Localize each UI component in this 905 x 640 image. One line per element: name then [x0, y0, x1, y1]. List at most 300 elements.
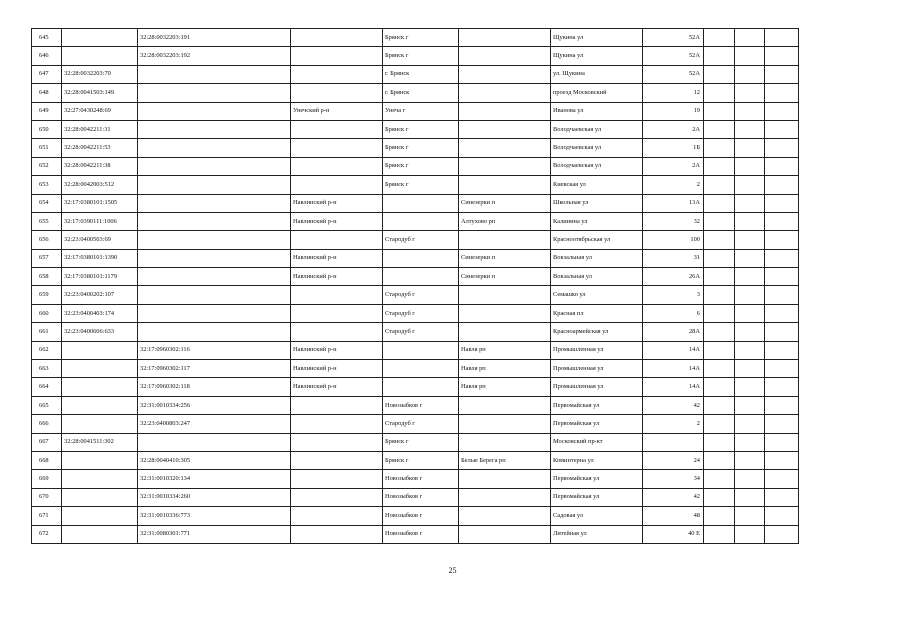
house-number-cell: 26А	[643, 268, 704, 286]
house-number-cell: 28А	[643, 323, 704, 341]
house-number-cell: 48	[643, 507, 704, 525]
cadastral-number-primary: 32:28:0042211:38	[62, 157, 138, 175]
extra-cell	[765, 488, 799, 506]
extra-cell	[704, 304, 735, 322]
extra-cell	[765, 102, 799, 120]
cadastral-number-primary	[62, 451, 138, 469]
street-cell: Красная пл	[551, 304, 643, 322]
cadastral-number-primary	[62, 488, 138, 506]
extra-cell	[704, 396, 735, 414]
cadastral-number-primary: 32:17:0380101:1505	[62, 194, 138, 212]
district-cell	[291, 176, 383, 194]
house-number-cell: 31	[643, 249, 704, 267]
cadastral-number-primary	[62, 378, 138, 396]
city-cell	[383, 212, 459, 230]
city-cell: Новозыбков г	[383, 396, 459, 414]
house-number-cell: 32	[643, 212, 704, 230]
city-cell: Стародуб г	[383, 415, 459, 433]
house-number-cell: 42	[643, 396, 704, 414]
extra-cell	[735, 507, 765, 525]
extra-cell	[735, 65, 765, 83]
district-cell	[291, 525, 383, 543]
house-number-cell: 2А	[643, 157, 704, 175]
extra-cell	[704, 470, 735, 488]
table-row	[32, 139, 799, 157]
row-number: 662	[32, 341, 62, 359]
extra-cell	[704, 47, 735, 65]
locality-cell: Навля рп	[459, 360, 551, 378]
extra-cell	[735, 231, 765, 249]
extra-cell	[765, 157, 799, 175]
extra-cell	[704, 433, 735, 451]
city-cell: Брянск г	[383, 433, 459, 451]
extra-cell	[765, 249, 799, 267]
street-cell: Володчаевская ул	[551, 139, 643, 157]
extra-cell	[704, 249, 735, 267]
street-cell: Литейная ул	[551, 525, 643, 543]
district-cell	[291, 323, 383, 341]
table-row	[32, 194, 799, 212]
extra-cell	[765, 268, 799, 286]
row-number: 664	[32, 378, 62, 396]
city-cell	[383, 249, 459, 267]
cadastral-number-primary: 32:17:0380101:1179	[62, 268, 138, 286]
locality-cell	[459, 488, 551, 506]
street-cell: Вокзальная ул	[551, 249, 643, 267]
house-number-cell: 52А	[643, 47, 704, 65]
table-row	[32, 341, 799, 359]
extra-cell	[735, 157, 765, 175]
extra-cell	[765, 29, 799, 47]
district-cell	[291, 29, 383, 47]
cadastral-number-primary	[62, 415, 138, 433]
street-cell: Садовая ул	[551, 507, 643, 525]
extra-cell	[704, 507, 735, 525]
house-number-cell: 14А	[643, 378, 704, 396]
house-number-cell: 13А	[643, 194, 704, 212]
house-number-cell: 40 Е	[643, 525, 704, 543]
house-number-cell	[643, 433, 704, 451]
cadastral-number-secondary	[138, 102, 291, 120]
row-number: 658	[32, 268, 62, 286]
extra-cell	[765, 194, 799, 212]
extra-cell	[735, 102, 765, 120]
extra-cell	[704, 84, 735, 102]
locality-cell	[459, 102, 551, 120]
cadastral-number-primary: 32:28:0042211:31	[62, 120, 138, 138]
table-row	[32, 378, 799, 396]
extra-cell	[735, 433, 765, 451]
city-cell: г. Брянск	[383, 84, 459, 102]
city-cell	[383, 268, 459, 286]
district-cell	[291, 396, 383, 414]
locality-cell	[459, 157, 551, 175]
district-cell	[291, 451, 383, 469]
cadastral-number-secondary: 32:31:0010334:256	[138, 396, 291, 414]
extra-cell	[765, 433, 799, 451]
table-row	[32, 268, 799, 286]
street-cell: Промышленная ул	[551, 360, 643, 378]
extra-cell	[765, 304, 799, 322]
cadastral-number-secondary: 32:17:0960302:117	[138, 360, 291, 378]
extra-cell	[735, 360, 765, 378]
table-row	[32, 102, 799, 120]
extra-cell	[735, 139, 765, 157]
street-cell: Московский пр-кт	[551, 433, 643, 451]
district-cell: Навлинский р-н	[291, 249, 383, 267]
house-number-cell: 3	[643, 286, 704, 304]
extra-cell	[704, 102, 735, 120]
extra-cell	[765, 65, 799, 83]
house-number-cell: 1Б	[643, 139, 704, 157]
district-cell	[291, 286, 383, 304]
table-row	[32, 415, 799, 433]
row-number: 655	[32, 212, 62, 230]
extra-cell	[704, 378, 735, 396]
table-row	[32, 176, 799, 194]
city-cell: Унеча г	[383, 102, 459, 120]
extra-cell	[704, 268, 735, 286]
table-row	[32, 231, 799, 249]
city-cell: Брянск г	[383, 47, 459, 65]
table-row	[32, 249, 799, 267]
row-number: 659	[32, 286, 62, 304]
row-number: 648	[32, 84, 62, 102]
row-number: 646	[32, 47, 62, 65]
row-number: 663	[32, 360, 62, 378]
cadastral-number-primary	[62, 470, 138, 488]
locality-cell: Навля рп	[459, 341, 551, 359]
extra-cell	[765, 323, 799, 341]
street-cell: Коминтерна ул	[551, 451, 643, 469]
cadastral-number-secondary	[138, 433, 291, 451]
district-cell	[291, 47, 383, 65]
district-cell: Навлинский р-н	[291, 268, 383, 286]
table-row	[32, 323, 799, 341]
street-cell: Володчаевская ул	[551, 120, 643, 138]
cadastral-number-secondary: 32:23:0400803:247	[138, 415, 291, 433]
table-row	[32, 488, 799, 506]
locality-cell	[459, 286, 551, 304]
house-number-cell: 52А	[643, 29, 704, 47]
locality-cell: Алтухово рп	[459, 212, 551, 230]
cadastral-number-primary: 32:27:0430248:69	[62, 102, 138, 120]
extra-cell	[735, 84, 765, 102]
cadastral-number-secondary: 32:28:0032203:191	[138, 29, 291, 47]
extra-cell	[765, 525, 799, 543]
extra-cell	[765, 415, 799, 433]
table-row	[32, 286, 799, 304]
table-row	[32, 525, 799, 543]
district-cell	[291, 507, 383, 525]
extra-cell	[704, 360, 735, 378]
extra-cell	[765, 378, 799, 396]
page-number: 25	[448, 566, 457, 575]
city-cell: Новозыбков г	[383, 470, 459, 488]
district-cell	[291, 433, 383, 451]
table-row	[32, 157, 799, 175]
city-cell: г. Брянск	[383, 65, 459, 83]
cadastral-number-secondary	[138, 120, 291, 138]
extra-cell	[704, 120, 735, 138]
extra-cell	[765, 451, 799, 469]
cadastral-number-primary: 32:17:0390111:1006	[62, 212, 138, 230]
cadastral-number-secondary	[138, 323, 291, 341]
district-cell	[291, 120, 383, 138]
street-cell: Первомайская ул	[551, 470, 643, 488]
locality-cell	[459, 433, 551, 451]
street-cell: Школьная ул	[551, 194, 643, 212]
table-row	[32, 507, 799, 525]
city-cell: Брянск г	[383, 139, 459, 157]
cadastral-number-secondary	[138, 194, 291, 212]
row-number: 645	[32, 29, 62, 47]
table-row	[32, 451, 799, 469]
district-cell	[291, 415, 383, 433]
row-number: 649	[32, 102, 62, 120]
locality-cell	[459, 507, 551, 525]
street-cell: Вокзальная ул	[551, 268, 643, 286]
city-cell: Стародуб г	[383, 286, 459, 304]
district-cell	[291, 231, 383, 249]
locality-cell	[459, 29, 551, 47]
extra-cell	[704, 231, 735, 249]
cadastral-number-secondary	[138, 212, 291, 230]
extra-cell	[765, 341, 799, 359]
street-cell: Промышленная ул	[551, 378, 643, 396]
district-cell	[291, 304, 383, 322]
cadastral-number-secondary	[138, 139, 291, 157]
locality-cell	[459, 65, 551, 83]
cadastral-number-secondary: 32:28:0040410:305	[138, 451, 291, 469]
house-number-cell: 14А	[643, 360, 704, 378]
row-number: 667	[32, 433, 62, 451]
street-cell: Володчаевская ул	[551, 157, 643, 175]
registry-body	[32, 29, 799, 544]
extra-cell	[735, 341, 765, 359]
locality-cell	[459, 139, 551, 157]
locality-cell	[459, 47, 551, 65]
locality-cell	[459, 304, 551, 322]
extra-cell	[704, 65, 735, 83]
cadastral-number-primary: 32:23:0400202:107	[62, 286, 138, 304]
cadastral-number-secondary	[138, 157, 291, 175]
cadastral-number-primary	[62, 360, 138, 378]
street-cell: Семашко ул	[551, 286, 643, 304]
city-cell: Брянск г	[383, 451, 459, 469]
house-number-cell: 6	[643, 304, 704, 322]
extra-cell	[704, 323, 735, 341]
table-row	[32, 304, 799, 322]
extra-cell	[735, 249, 765, 267]
table-row	[32, 47, 799, 65]
row-number: 672	[32, 525, 62, 543]
extra-cell	[735, 120, 765, 138]
extra-cell	[704, 29, 735, 47]
cadastral-number-secondary: 32:28:0032203:192	[138, 47, 291, 65]
house-number-cell: 34	[643, 470, 704, 488]
street-cell: Щукина ул	[551, 29, 643, 47]
extra-cell	[735, 176, 765, 194]
extra-cell	[704, 139, 735, 157]
extra-cell	[735, 304, 765, 322]
district-cell	[291, 157, 383, 175]
cadastral-number-secondary	[138, 65, 291, 83]
extra-cell	[735, 396, 765, 414]
extra-cell	[735, 451, 765, 469]
city-cell	[383, 341, 459, 359]
table-row	[32, 360, 799, 378]
extra-cell	[765, 176, 799, 194]
street-cell: Промышленная ул	[551, 341, 643, 359]
city-cell: Стародуб г	[383, 304, 459, 322]
house-number-cell: 2	[643, 176, 704, 194]
extra-cell	[735, 268, 765, 286]
extra-cell	[765, 470, 799, 488]
table-row	[32, 120, 799, 138]
cadastral-number-secondary	[138, 304, 291, 322]
row-number: 661	[32, 323, 62, 341]
street-cell: Красноотябрьская ул	[551, 231, 643, 249]
locality-cell	[459, 231, 551, 249]
cadastral-number-primary	[62, 341, 138, 359]
row-number: 654	[32, 194, 62, 212]
extra-cell	[765, 84, 799, 102]
extra-cell	[704, 212, 735, 230]
cadastral-number-primary: 32:28:0042211:53	[62, 139, 138, 157]
locality-cell	[459, 323, 551, 341]
district-cell: Навлинский р-н	[291, 212, 383, 230]
extra-cell	[735, 286, 765, 304]
city-cell: Стародуб г	[383, 231, 459, 249]
extra-cell	[704, 415, 735, 433]
row-number: 650	[32, 120, 62, 138]
district-cell: Навлинский р-н	[291, 378, 383, 396]
row-number: 660	[32, 304, 62, 322]
house-number-cell: 24	[643, 451, 704, 469]
district-cell	[291, 65, 383, 83]
house-number-cell: 42	[643, 488, 704, 506]
extra-cell	[735, 415, 765, 433]
city-cell: Брянск г	[383, 157, 459, 175]
extra-cell	[704, 194, 735, 212]
row-number: 665	[32, 396, 62, 414]
district-cell: Навлинский р-н	[291, 194, 383, 212]
extra-cell	[765, 396, 799, 414]
house-number-cell: 12	[643, 84, 704, 102]
district-cell: Унечский р-н	[291, 102, 383, 120]
extra-cell	[735, 212, 765, 230]
cadastral-number-primary: 32:28:0042003:512	[62, 176, 138, 194]
locality-cell	[459, 176, 551, 194]
row-number: 657	[32, 249, 62, 267]
cadastral-number-secondary	[138, 84, 291, 102]
cadastral-number-secondary	[138, 249, 291, 267]
extra-cell	[765, 286, 799, 304]
cadastral-number-primary: 32:23:0400403:174	[62, 304, 138, 322]
extra-cell	[735, 29, 765, 47]
extra-cell	[765, 120, 799, 138]
street-cell: Первомайская ул	[551, 488, 643, 506]
extra-cell	[735, 194, 765, 212]
row-number: 647	[32, 65, 62, 83]
extra-cell	[735, 525, 765, 543]
table-row	[32, 29, 799, 47]
extra-cell	[765, 212, 799, 230]
city-cell	[383, 360, 459, 378]
table-row	[32, 433, 799, 451]
table-row	[32, 396, 799, 414]
house-number-cell: 2	[643, 415, 704, 433]
street-cell: Красноармейская ул	[551, 323, 643, 341]
extra-cell	[704, 341, 735, 359]
cadastral-number-primary: 32:23:0400503:69	[62, 231, 138, 249]
locality-cell: Белые Берега рп	[459, 451, 551, 469]
row-number: 669	[32, 470, 62, 488]
cadastral-number-secondary: 32:31:0010320:134	[138, 470, 291, 488]
row-number: 652	[32, 157, 62, 175]
cadastral-number-primary: 32:28:0041503:149	[62, 84, 138, 102]
street-cell: Иванова ул	[551, 102, 643, 120]
extra-cell	[765, 507, 799, 525]
cadastral-number-secondary: 32:17:0960302:118	[138, 378, 291, 396]
row-number: 670	[32, 488, 62, 506]
cadastral-number-secondary	[138, 176, 291, 194]
cadastral-number-secondary	[138, 231, 291, 249]
district-cell	[291, 139, 383, 157]
district-cell	[291, 84, 383, 102]
locality-cell: Синезерки п	[459, 268, 551, 286]
extra-cell	[704, 286, 735, 304]
city-cell: Новозыбков г	[383, 507, 459, 525]
cadastral-number-secondary: 32:31:0010336:773	[138, 507, 291, 525]
street-cell: Киевская ул	[551, 176, 643, 194]
extra-cell	[704, 157, 735, 175]
row-number: 668	[32, 451, 62, 469]
row-number: 671	[32, 507, 62, 525]
cadastral-number-primary	[62, 525, 138, 543]
row-number: 651	[32, 139, 62, 157]
cadastral-number-secondary: 32:31:0080301:771	[138, 525, 291, 543]
cadastral-number-primary	[62, 47, 138, 65]
locality-cell	[459, 470, 551, 488]
table-row	[32, 470, 799, 488]
house-number-cell: 52А	[643, 65, 704, 83]
extra-cell	[735, 47, 765, 65]
table-row	[32, 84, 799, 102]
locality-cell: Синезерки п	[459, 249, 551, 267]
cadastral-number-primary: 32:23:0400606:633	[62, 323, 138, 341]
city-cell: Новозыбков г	[383, 525, 459, 543]
city-cell	[383, 194, 459, 212]
extra-cell	[765, 139, 799, 157]
city-cell: Брянск г	[383, 29, 459, 47]
extra-cell	[704, 525, 735, 543]
extra-cell	[704, 451, 735, 469]
locality-cell	[459, 120, 551, 138]
locality-cell	[459, 84, 551, 102]
locality-cell	[459, 525, 551, 543]
city-cell: Новозыбков г	[383, 488, 459, 506]
cadastral-number-primary: 32:28:0041511:302	[62, 433, 138, 451]
property-registry-table	[31, 28, 799, 544]
extra-cell	[735, 378, 765, 396]
cadastral-number-secondary: 32:17:0960302:116	[138, 341, 291, 359]
extra-cell	[704, 488, 735, 506]
extra-cell	[735, 323, 765, 341]
district-cell	[291, 488, 383, 506]
street-cell: ул. Щукина	[551, 65, 643, 83]
